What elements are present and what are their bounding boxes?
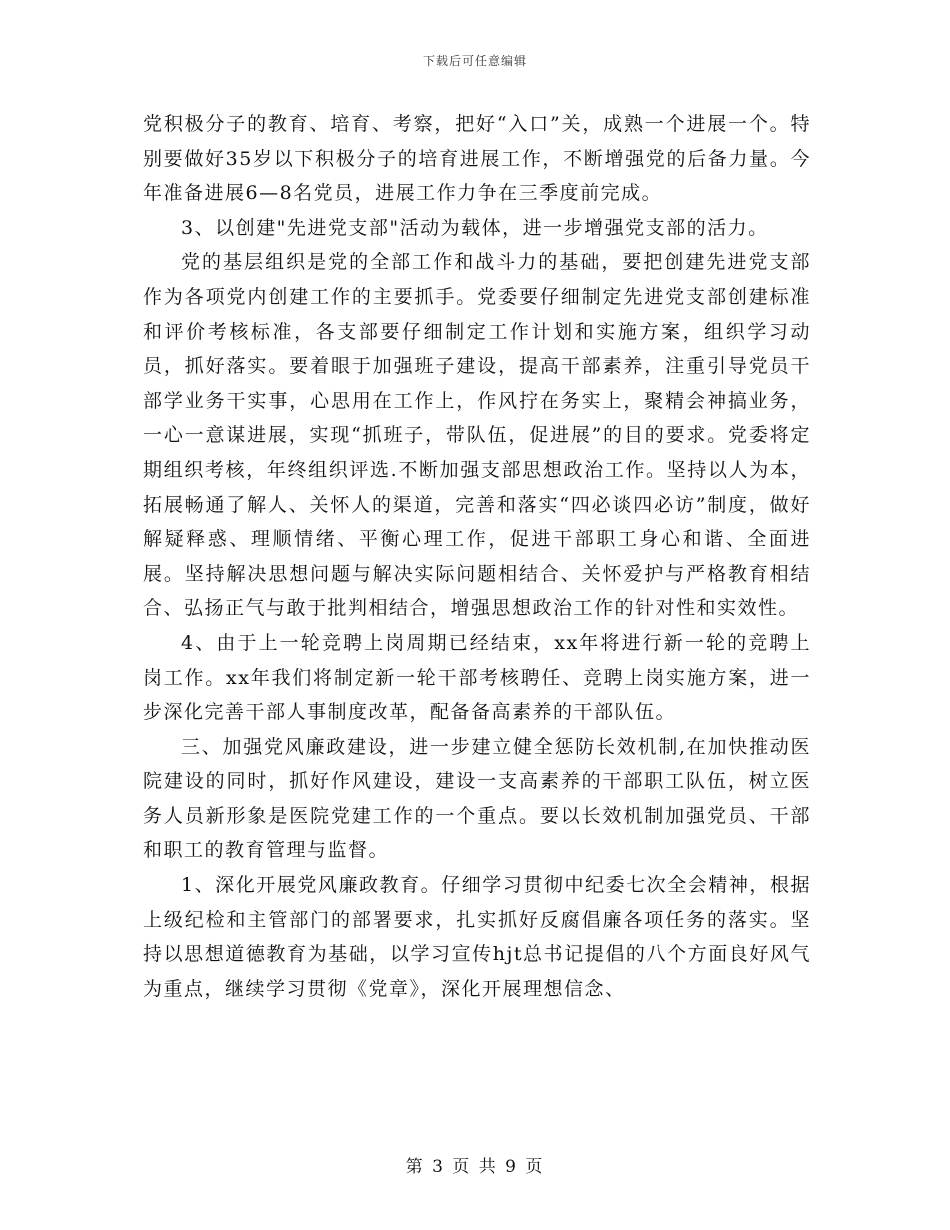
paragraph-section-3: 3、以创建"先进党支部"活动为载体，进一步增强党支部的活力。 <box>181 216 769 239</box>
paragraph-section-4: 4、由于上一轮竞聘上岗周期已经结束，xx年将进行新一轮的竞聘上岗工作。xx年我们将制定新一轮干部考核聘任、竞聘上岗实施方案，进一步深化完善干部人事制度改革，配备备高素养的干部队伍。 <box>143 631 811 724</box>
page-number-footer: 第 3 页 共 9 页 <box>405 1157 545 1177</box>
paragraph-continued: 党积极分子的教育、培育、考察，把好“入口”关，成熟一个进展一个。特别要做好35岁以下积极分子的培育进展工作，不断增强党的后备力量。今年准备进展6—8名党员，进展工作力争在三季度前完成。 <box>143 113 811 205</box>
paragraph-item-1: 1、深化开展党风廉政教育。仔细学习贯彻中纪委七次全会精神，根据上级纪检和主管部门的部署要求，扎实抓好反腐倡廉各项任务的落实。坚持以思想道德教育为基础，以学习宣传hjt总书记提倡的八个方面良好风气为重点，继续学习贯彻《党章》，深化开展理想信念、 <box>143 874 811 1000</box>
paragraph-chapter-3: 三、加强党风廉政建设，进一步建立健全惩防长效机制,在加快推动医院建设的同时，抓好作风建设，建设一支高素养的干部职工队伍，树立医务人员新形象是医院党建工作的一个重点。要以长效机制加强党员、干部和职工的教育管理与监督。 <box>143 735 811 862</box>
page-header: 下载后可任意编辑 <box>422 54 527 68</box>
paragraph-party-organization: 党的基层组织是党的全部工作和战斗力的基础，要把创建先进党支部作为各项党内创建工作的主要抓手。党委要仔细制定先进党支部创建标准和评价考核标准，各支部要仔细制定工作计划和实施方案，组织学习动员，抓好落实。要着眼于加强班子建设，提高干部素养，注重引导党员干部学业务干实事，心思用在工作上，作风拧在务实上，聚精会神搞业务，一心一意谋进展，实现“抓班子，带队伍，促进展”的目的要求。党委将定期组织考核，年终组织评选.不断加强支部思想政治工作。坚持以人为本，拓展畅通了解人、关怀人的渠道，完善和落实“四必谈四必访”制度，做好解疑释惑、理顺情绪、平衡心理工作，促进干部职工身心和谐、全面进展。坚持解决思想问题与解决实际问题相结合、关怀爱护与严格教育相结合、弘扬正气与敢于批判相结合，增强思想政治工作的针对性和实效性。 <box>143 251 811 620</box>
document-body <box>143 107 811 1006</box>
